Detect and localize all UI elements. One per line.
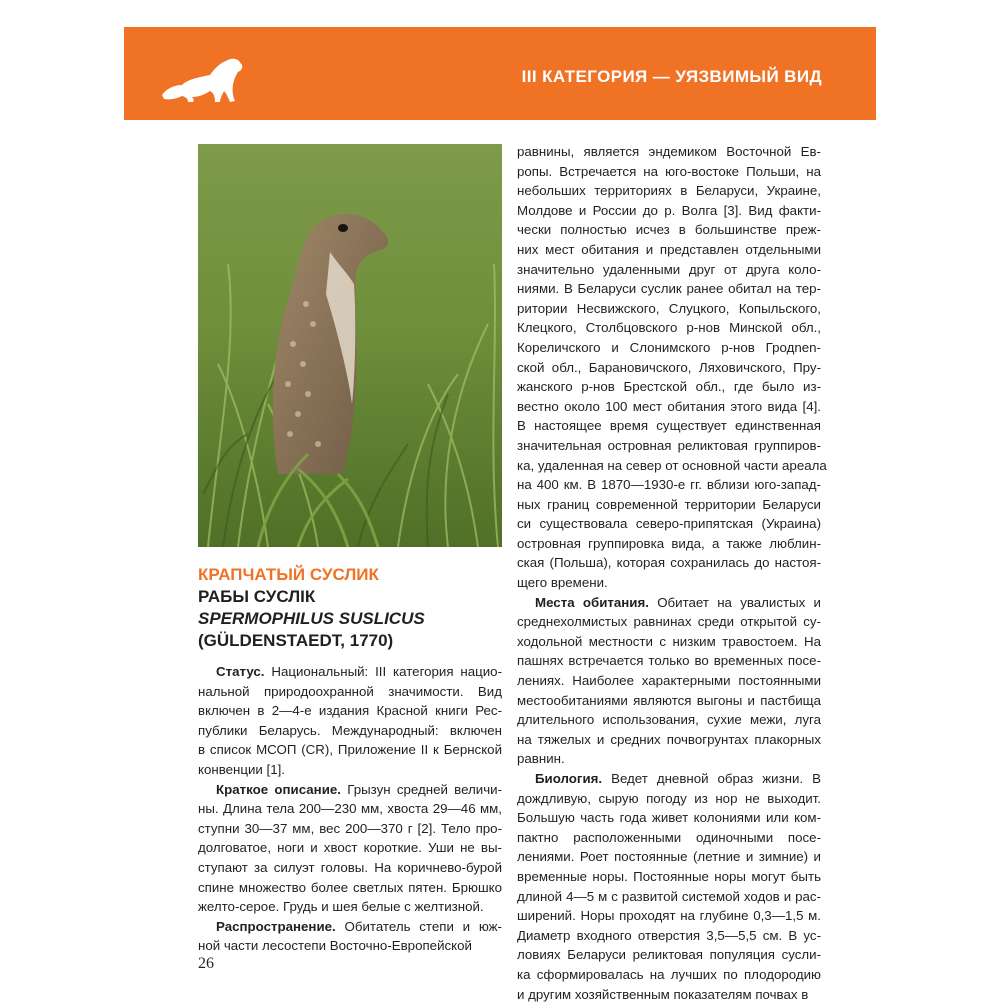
text-line <box>198 721 502 741</box>
line-text: жанского р-нов Брестской обл., где было из- <box>517 379 821 395</box>
line-text: ская (Польша), которая сохранилась до настоя- <box>517 555 821 571</box>
text-line <box>517 789 821 809</box>
line-text: ступни 30—37 мм, вес 200—370 г [2]. Тело про- <box>198 820 502 836</box>
section-heading: Распространение. <box>216 918 336 934</box>
text-line <box>517 847 821 867</box>
species-name-russian: КРАПЧАТЫЙ СУСЛИК <box>198 565 379 584</box>
line-text: Диаметр входного отверстия 3,5—5,5 см. В ус- <box>517 927 821 943</box>
text-line <box>517 887 821 907</box>
weasel-silhouette-icon <box>160 55 244 105</box>
text-line <box>517 142 821 162</box>
section-heading: Краткое описание. <box>216 781 341 797</box>
text-line <box>517 612 821 632</box>
text-line <box>517 769 821 789</box>
text-line <box>198 838 502 858</box>
category-title: III КАТЕГОРИЯ — УЯЗВИМЫЙ ВИД <box>521 67 822 86</box>
line-text: ступают за силуэт головы. На коричнево-бурой <box>198 859 502 875</box>
line-text: Кореличского и Слонимского р-нов Гродnen- <box>517 339 821 355</box>
left-column-text <box>198 662 502 956</box>
line-text: пашнях встречается только во временных посе- <box>517 653 821 669</box>
line-text: значительная островная реликтовая группиров- <box>517 437 821 453</box>
line-text: желто-серое. Грудь и шея белые с желтизной. <box>198 899 484 915</box>
line-text: ка сформировалась на лучших по плодородию <box>517 966 821 982</box>
text-line <box>517 260 821 280</box>
line-text: ка, удаленная на север от основной части ареала <box>517 457 827 473</box>
text-line <box>517 906 821 926</box>
text-line <box>517 828 821 848</box>
section-heading: Биология. <box>535 771 603 786</box>
text-line <box>517 710 821 730</box>
text-line <box>517 358 821 378</box>
right-column-text <box>517 142 827 1004</box>
line-text: на тяжелых и средних почвогрунтах плакорных <box>517 731 821 747</box>
line-text: Клецкого, Столбцовского р-нов Минской обл., <box>517 320 821 336</box>
line-text: ритории Несвижского, Слуцкого, Копыльского, <box>517 300 821 316</box>
text-line <box>517 749 821 769</box>
line-text: Большую часть года живет колониями или ком- <box>517 810 821 826</box>
text-line <box>517 338 821 358</box>
text-line <box>198 780 502 800</box>
line-text: си существовала северо-припятская (Украина) <box>517 516 821 532</box>
text-line <box>517 945 821 965</box>
species-author: (GÜLDENSTAEDT, 1770) <box>198 631 394 650</box>
line-text: местообитаниями являются выгоны и пастбища <box>517 692 821 708</box>
line-text: лениями. Роет постоянные (летние и зимние) и <box>517 849 821 865</box>
line-text: равнины, является эндемиком Восточной Ев- <box>517 144 821 159</box>
line-text: на 400 км. В 1870—1930-е гг. вблизи юго-запад- <box>517 477 821 493</box>
text-line <box>517 985 821 1004</box>
text-line <box>517 965 821 985</box>
text-line <box>517 671 821 691</box>
line-text: лениях. Наиболее характерными постоянными <box>517 673 821 689</box>
line-text: в список МСОП (CR), Приложение II к Бернской <box>198 742 502 758</box>
text-line <box>517 553 821 573</box>
text-line <box>517 416 821 436</box>
text-line <box>517 299 821 319</box>
text-line <box>198 858 502 878</box>
line-text: нальной природоохранной значимости. Вид <box>198 683 502 699</box>
line-text: островная группировка вида, а также люблин- <box>517 535 821 551</box>
line-text: длиной 4—5 м с развитой системой ходов и рас- <box>517 888 821 904</box>
text-line <box>198 701 502 721</box>
text-line <box>198 917 502 937</box>
line-text: и другим хозяйственным показателям почвах в <box>517 986 809 1002</box>
line-text: Ведет дневной образ жизни. В <box>602 771 821 786</box>
text-line <box>517 475 821 495</box>
text-line <box>517 651 821 671</box>
line-text: ской обл., Барановичского, Ляховичского, Пру- <box>517 359 821 375</box>
text-line <box>198 760 502 780</box>
line-text: Обитатель степи и юж- <box>335 918 502 934</box>
text-line <box>517 162 821 182</box>
line-text: ных границ современной территории Беларуси <box>517 496 821 512</box>
text-line <box>517 318 821 338</box>
line-text: ловиях Беларуси реликтовая популяция сусли- <box>517 947 821 963</box>
species-photo <box>198 144 502 547</box>
text-line <box>517 926 821 946</box>
text-line <box>517 730 821 750</box>
text-line <box>517 514 821 534</box>
line-text: конвенции [1]. <box>198 761 286 777</box>
text-line <box>517 691 821 711</box>
line-text: длительного использования, сухие межи, луга <box>517 712 821 728</box>
line-text: дождливую, сырую погоду из нор не выходит. <box>517 790 821 806</box>
ground-squirrel-photo <box>198 144 502 547</box>
species-name-belarusian: РАБЫ СУСЛІК <box>198 587 316 606</box>
species-names <box>198 564 518 652</box>
line-text: включен в 2—4-е издания Красной книги Рес- <box>198 703 502 719</box>
line-text: публики Беларусь. Международный: включен <box>198 722 502 738</box>
line-text: ны. Длина тела 200—230 мм, хвоста 29—46 мм, <box>198 801 502 817</box>
text-line <box>517 534 821 554</box>
line-text: них мест обитания и представлен отдельными <box>517 241 821 257</box>
text-line <box>517 397 821 417</box>
text-line <box>517 201 821 221</box>
line-text: Молдове и России до р. Волга [3]. Вид факти- <box>517 202 821 218</box>
line-text: пактно расположенными одиночными посе- <box>517 829 821 845</box>
line-text: спине множество более светлых пятен. Брюшко <box>198 879 502 895</box>
text-line <box>517 377 821 397</box>
species-name-latin: SPERMOPHILUS SUSLICUS <box>198 609 425 628</box>
category-banner <box>124 27 876 120</box>
text-line <box>198 662 502 682</box>
text-line <box>517 456 827 476</box>
text-line <box>198 878 502 898</box>
text-line <box>198 799 502 819</box>
line-text: чески полностью исчез в большинстве преж- <box>517 222 821 238</box>
text-line <box>198 682 502 702</box>
line-text: долговатое, ноги и хвост короткие. Уши не вы- <box>198 840 502 856</box>
text-line <box>198 897 502 917</box>
text-line <box>517 436 821 456</box>
line-text: В настоящее время существует единственная <box>517 418 821 434</box>
section-heading: Места обитания. <box>535 594 649 610</box>
text-line <box>198 819 502 839</box>
text-line <box>517 867 821 887</box>
text-line <box>517 808 821 828</box>
text-line <box>517 181 821 201</box>
line-text: временные норы. Постоянные норы могут быть <box>517 868 821 884</box>
line-text: ниями. В Беларуси суслик ранее обитал на тер- <box>517 281 821 297</box>
line-text: ширений. Норы проходят на глубине 0,3—1,5 м. <box>517 908 821 924</box>
line-text: ропы. Встречается на юго-востоке Польши, на <box>517 163 821 179</box>
line-text: Обитает на увалистых и <box>648 594 821 610</box>
text-line <box>517 495 821 515</box>
text-line <box>517 632 821 652</box>
line-text: значительно удаленными друг от друга коло- <box>517 261 821 277</box>
section-heading: Статус. <box>216 664 265 679</box>
line-text: небольших территориях в Беларуси, Украине, <box>517 183 821 199</box>
text-line <box>198 740 502 760</box>
line-text: ной части лесостепи Восточно-Европейской <box>198 938 472 954</box>
line-text: Грызун средней величи- <box>340 781 502 797</box>
line-text: ходольной местности с низким травостоем. На <box>517 633 821 649</box>
line-text: вестно около 100 мест обитания этого вида [4]. <box>517 398 821 414</box>
text-line <box>517 593 821 613</box>
line-text: среднехолмистых равнинах среди открытой су- <box>517 614 821 630</box>
page-number: 26 <box>198 955 214 972</box>
line-text: Национальный: III категория нацио- <box>264 664 502 679</box>
text-line <box>517 220 821 240</box>
text-line <box>517 573 821 593</box>
text-line <box>517 279 821 299</box>
text-line <box>198 936 502 956</box>
line-text: равнин. <box>517 751 565 767</box>
line-text: щего времени. <box>517 575 608 591</box>
text-line <box>517 240 821 260</box>
